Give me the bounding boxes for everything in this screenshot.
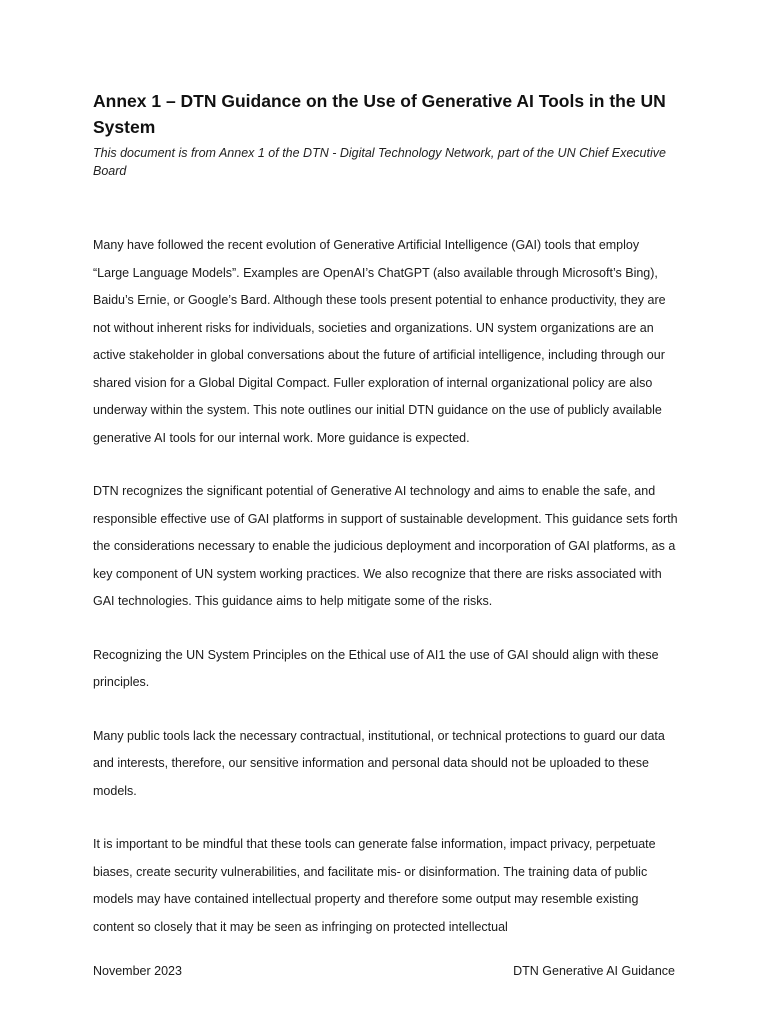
document-page <box>93 88 678 941</box>
footer-date: November 2023 <box>93 964 182 978</box>
document-subtitle: This document is from Annex 1 of the DTN - Digital Technology Network, part of the UN Chief Executive Board <box>93 146 666 178</box>
paragraph-intro: Many have followed the recent evolution of Generative Artificial Intelligence (GAI) tools that employ “Large Language Models”. Examples are OpenAI’s ChatGPT (also available through Microsoft’s Bing), Baidu’s Ernie, or Google’s Bard. Although these tools present potential to enhance productivity, they are not without inherent risks for individuals, societies and organizations. UN system organizations are an active stakeholder in global conversations about the future of artificial intelligence, including through our shared vision for a Global Digital Compact. Fuller exploration of internal organizational policy are also underway within the system. This note outlines our initial DTN guidance on the use of publicly available generative AI tools for our internal work. More guidance is expected. <box>93 238 666 445</box>
document-body <box>93 232 678 941</box>
paragraph-dtn-recognizes: DTN recognizes the significant potential of Generative AI technology and aims to enable the safe, and responsible effective use of GAI platforms in support of sustainable development. This guidance sets forth the considerations necessary to enable the judicious deployment and incorporation of GAI platforms, as a key component of UN system working practices. We also recognize that there are risks associated with GAI technologies. This guidance aims to help mitigate some of the risks. <box>93 484 678 608</box>
paragraph-public-tools: Many public tools lack the necessary contractual, institutional, or technical protections to guard our data and interests, therefore, our sensitive information and personal data should not be uploaded to these models. <box>93 728 665 798</box>
paragraph-principles: Recognizing the UN System Principles on the Ethical use of AI1 the use of GAI should align with these principles. <box>93 647 659 689</box>
page-footer <box>93 962 675 980</box>
paragraph-mindful: It is important to be mindful that these tools can generate false information, impact privacy, perpetuate biases, create security vulnerabilities, and facilitate mis- or disinformation. The training data of public models may have contained intellectual property and therefore some output may resemble existing content so closely that it may be seen as infringing on protected intellectual <box>93 837 656 934</box>
footer-doc-name: DTN Generative AI Guidance <box>513 964 675 978</box>
document-title: Annex 1 – DTN Guidance on the Use of Generative AI Tools in the UN System <box>93 91 666 137</box>
